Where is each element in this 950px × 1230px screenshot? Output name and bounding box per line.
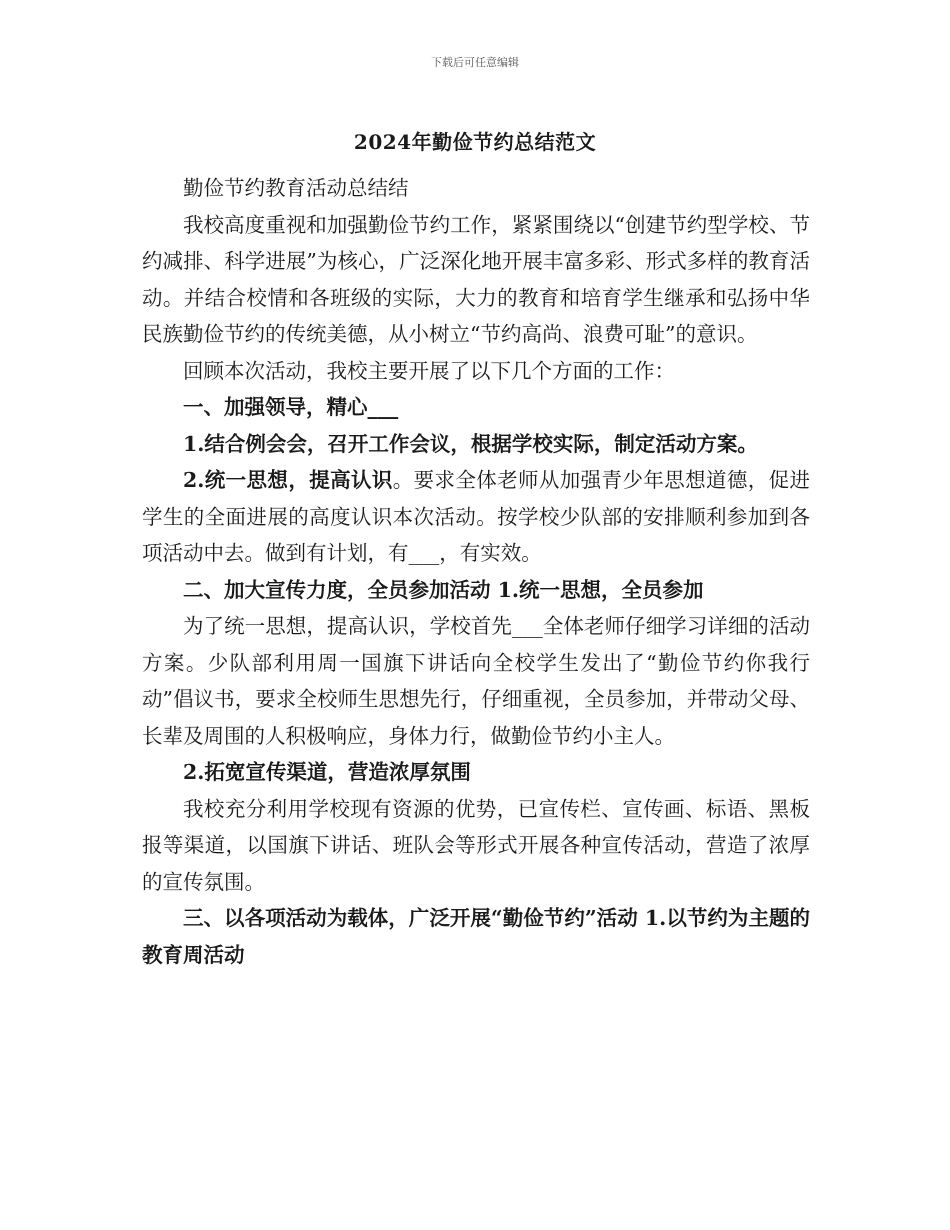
document-title: 2024年勤俭节约总结范文 bbox=[353, 130, 597, 154]
item-1-2-text: 。要求全体老师从加强青少年思想道德，促进学生的全面进展的高度认识本次活动。按学校少队部的安排顺利参加到各项活动中去。做到有计划，有___，有实效。 bbox=[142, 468, 811, 565]
item-1-1: 1.结合例会会，召开工作会议，根据学校实际，制定活动方案。 bbox=[183, 431, 758, 456]
paragraph-subtitle: 勤俭节约教育活动总结结 bbox=[183, 176, 409, 200]
paragraph-unify-thought: 为了统一思想，提高认识，学校首先___全体老师仔细学习详细的活动方案。少队部利用周一国旗下讲话向全校学生发出了“勤俭节约你我行动”倡议书，要求全校师生思想先行，仔细重视，全员参加，并带动父母、长辈及周围的人积极响应，身体力行，做勤俭节约小主人。 bbox=[142, 614, 810, 748]
section-heading-2: 二、加大宣传力度，全员参加活动 1.统一思想，全员参加 bbox=[183, 577, 704, 602]
paragraph-intro: 我校高度重视和加强勤俭节约工作，紧紧围绕以“创建节约型学校、节约减排、科学进展”为核心，广泛深化地开展丰富多彩、形式多样的教育活动。并结合校情和各班级的实际，大力的教育和培育学生继承和弘扬中华民族勤俭节约的传统美德，从小树立“节约高尚、浪费可耻”的意识。 bbox=[142, 212, 810, 346]
page-header-note: 下载后可任意编辑 bbox=[431, 56, 519, 69]
section-heading-1: 一、加强领导，精心___ bbox=[183, 395, 399, 419]
section-heading-3: 三、以各项活动为载体，广泛开展“勤俭节约”活动 1.以节约为主题的教育周活动 bbox=[142, 906, 810, 967]
paragraph-review: 回顾本次活动，我校主要开展了以下几个方面的工作： bbox=[183, 358, 675, 383]
item-2-2: 2.拓宽宣传渠道，营造浓厚氛围 bbox=[183, 760, 471, 784]
item-1-2-heading: 2.统一思想，提高认识 bbox=[183, 468, 393, 492]
paragraph-publicity: 我校充分利用学校现有资源的优势，已宣传栏、宣传画、标语、黑板报等渠道，以国旗下讲话、班队会等形式开展各种宣传活动，营造了浓厚的宣传氛围。 bbox=[142, 796, 810, 894]
document-body bbox=[142, 170, 810, 973]
item-1-2 bbox=[142, 462, 810, 572]
